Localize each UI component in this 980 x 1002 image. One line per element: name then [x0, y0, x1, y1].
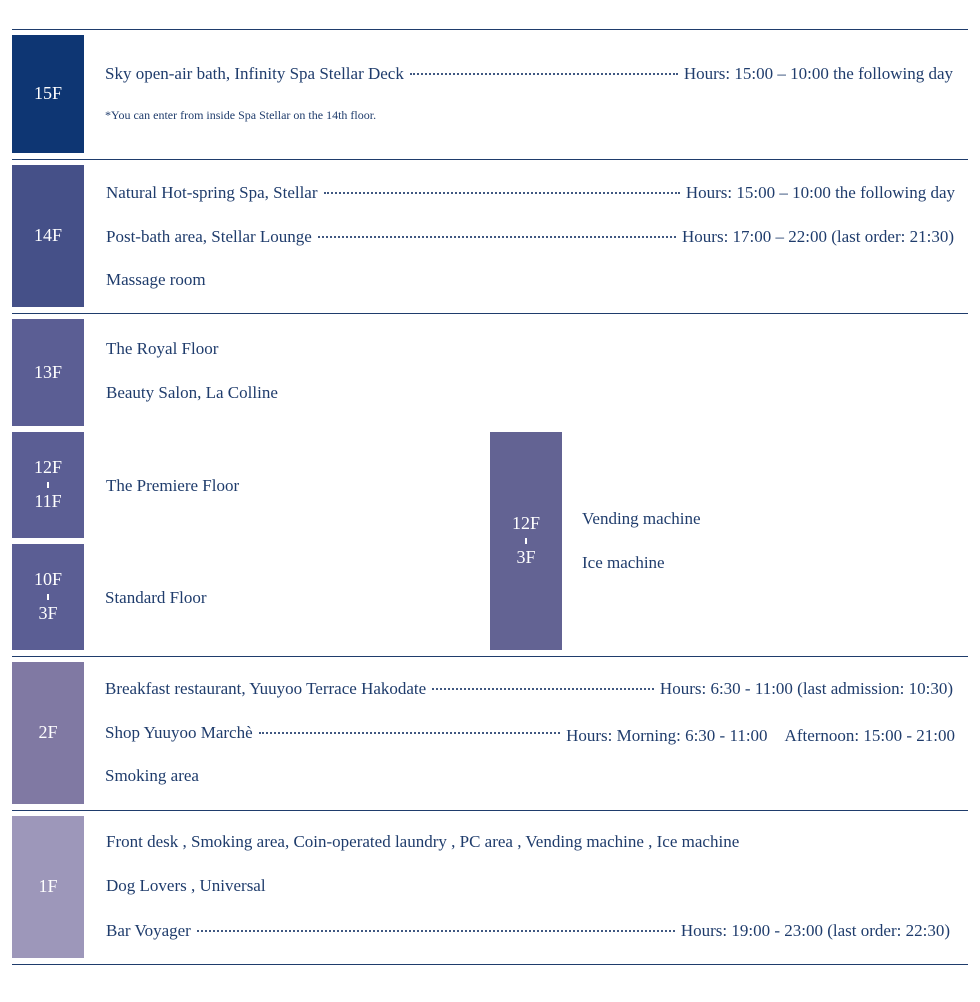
floor-badge-12f-label: 12F: [33, 457, 62, 478]
floor-badge-13f: [12, 319, 84, 426]
leader-dots: [432, 688, 654, 690]
floor-badge-2f-label: 2F: [38, 722, 58, 743]
beauty-salon: Beauty Salon, La Colline: [106, 383, 278, 402]
range-dash: [525, 538, 527, 544]
row-1f-bar: [106, 919, 950, 943]
floor-badge-10f-label: 10F: [33, 569, 62, 590]
massage-room: Massage room: [106, 270, 206, 289]
shop-hours: Hours: Morning: 6:30 - 11:00 Afternoon: 15:00 - 21:00: [566, 725, 955, 745]
leader-dots: [259, 732, 560, 734]
floor-badge-1f-label: 1F: [38, 876, 58, 897]
shop-name: Shop Yuuyoo Marchè: [105, 723, 253, 742]
row-2f-restaurant: [105, 677, 953, 701]
hot-spring-spa-hours: Hours: 15:00 – 10:00 the following day: [685, 183, 955, 202]
floor-badge-14f: [12, 165, 84, 307]
premiere-floor: The Premiere Floor: [106, 476, 240, 495]
row-15f-spa: [105, 62, 953, 86]
divider-3f-2f: [12, 656, 968, 657]
divider-2f-1f: [12, 810, 968, 811]
floor-badge-10f-3f: [12, 544, 84, 650]
floor-badge-1f: [12, 816, 84, 958]
floor-badge-3f-label: 3F: [516, 547, 536, 567]
floor-badge-2f: [12, 662, 84, 804]
floor-badge-14f-label: 14F: [33, 225, 62, 246]
first-floor-facilities: Front desk , Smoking area, Coin-operated laundry , PC area , Vending machine , Ice machine: [106, 832, 740, 851]
floor-badge-12f-11f: [12, 432, 84, 538]
row-14f-lounge: [106, 225, 954, 249]
leader-dots: [318, 236, 676, 238]
leader-dots: [410, 73, 678, 75]
breakfast-restaurant-name: Breakfast restaurant, Yuuyoo Terrace Hakodate: [105, 679, 427, 698]
row-2f-shop: [105, 721, 955, 745]
bar-name: Bar Voyager: [106, 921, 191, 940]
sky-bath-hours: Hours: 15:00 – 10:00 the following day: [683, 64, 953, 83]
bar-hours: Hours: 19:00 - 23:00 (last order: 22:30): [680, 921, 950, 940]
lounge-hours: Hours: 17:00 – 22:00 (last order: 21:30): [682, 227, 954, 246]
floor-badge-13f-label: 13F: [33, 361, 62, 382]
divider-14f-13f: [12, 313, 968, 314]
leader-dots: [324, 192, 680, 194]
floor-badge-11f-label: 11F: [34, 491, 62, 511]
floor-badge-3f-label: 3F: [38, 603, 58, 623]
leader-dots: [197, 930, 675, 932]
floor-badge-12f-label: 12F: [511, 513, 540, 534]
breakfast-restaurant-hours: Hours: 6:30 - 11:00 (last admission: 10:30): [659, 679, 953, 698]
standard-floor: Standard Floor: [105, 588, 207, 607]
row-14f-spa: [106, 181, 955, 205]
floor-badge-12f-3f: [490, 432, 562, 650]
floor-badge-15f-label: 15F: [33, 83, 62, 104]
hot-spring-spa-name: Natural Hot-spring Spa, Stellar: [106, 183, 318, 202]
range-dash: [47, 482, 49, 488]
divider-15f-14f: [12, 159, 968, 160]
ice-machine: Ice machine: [582, 553, 665, 572]
dog-lovers-universal: Dog Lovers , Universal: [106, 876, 266, 895]
floor-badge-15f: [12, 35, 84, 153]
vending-machine: Vending machine: [582, 509, 701, 528]
divider-bottom: [12, 964, 968, 965]
royal-floor: The Royal Floor: [106, 339, 219, 358]
sky-bath-note: *You can enter from inside Spa Stellar on the 14th floor.: [105, 108, 377, 122]
range-dash: [47, 594, 49, 600]
smoking-area-2f: Smoking area: [105, 766, 199, 785]
divider-top: [12, 29, 968, 30]
sky-bath-name: Sky open-air bath, Infinity Spa Stellar Deck: [105, 64, 404, 83]
lounge-name: Post-bath area, Stellar Lounge: [106, 227, 312, 246]
